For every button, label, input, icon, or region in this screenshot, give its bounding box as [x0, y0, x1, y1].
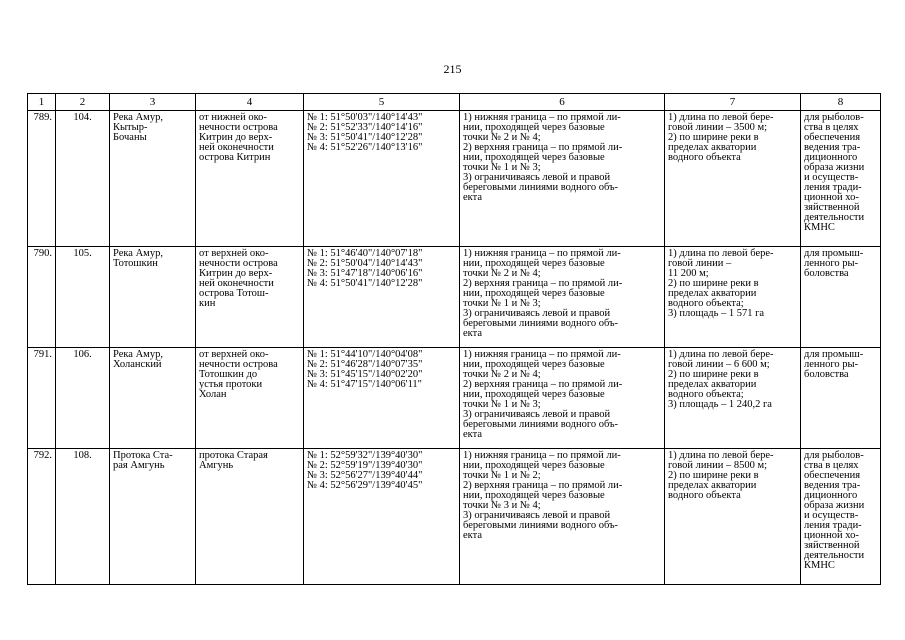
cell-text-line: устья протоки	[199, 379, 263, 390]
cell-text-line: от нижней око-	[199, 112, 267, 123]
coordinates-cell	[304, 111, 460, 247]
cell-text-line: № 4: 51°52'26"/140°13'16"	[307, 142, 423, 153]
cell-text-line: для рыболов-	[804, 112, 864, 123]
column-header: 6	[460, 94, 665, 111]
cell-text-line: екта	[463, 530, 483, 541]
cell-text-line: № 3: 51°45'15"/140°02'20"	[307, 369, 423, 380]
cell-text-line: 1) длина по левой бере-	[668, 112, 774, 123]
cell-text-line: ленного ры-	[804, 258, 859, 269]
cell-text-line: зяйственной	[804, 202, 860, 213]
cell-text-line: точки № 3 и № 4;	[463, 500, 541, 511]
site-boundary-description-cell	[196, 247, 304, 348]
cell-text-line: 11 200 м;	[668, 268, 709, 279]
cell-text-line: пределах акватории	[668, 288, 757, 299]
table-row	[28, 348, 881, 449]
cell-text-line: ства в целях	[804, 460, 859, 471]
cell-text-line: точки № 2 и № 4;	[463, 132, 541, 143]
cell-text-line: Река Амур,	[113, 248, 163, 259]
cell-text-line: обеспечения	[804, 470, 861, 481]
purpose-cell	[801, 348, 881, 449]
cell-text-line: рая Амгунь	[113, 460, 165, 471]
column-header: 1	[28, 94, 56, 111]
cell-text-line: 2) по ширине реки в	[668, 278, 759, 289]
cell-text-line: Река Амур,	[113, 349, 163, 360]
cell-text-line: нии, проходящей через базовые	[463, 389, 605, 400]
cell-text-line: Китрин до верх-	[199, 268, 273, 279]
cell-text-line: Тотошкин	[113, 258, 158, 269]
cell-text-line: № 3: 52°56'27"/139°40'44"	[307, 470, 423, 481]
cell-text-line: екта	[463, 192, 483, 203]
cell-text-line: 2) по ширине реки в	[668, 132, 759, 143]
cell-text-line: ленного ры-	[804, 359, 859, 370]
cell-text-line: ведения тра-	[804, 480, 861, 491]
cell-text-line: Холан	[199, 389, 227, 400]
cell-text-line: № 3: 51°47'18"/140°06'16"	[307, 268, 423, 279]
page-number: 215	[443, 62, 462, 76]
cell-text-line: 2) верхняя граница – по прямой ли-	[463, 480, 623, 491]
cell-text-line: точки № 1 и № 3;	[463, 298, 541, 309]
cell-text-line: острова Тотош-	[199, 288, 269, 299]
boundary-rules-cell	[460, 111, 665, 247]
cell-text-line: 1) нижняя граница – по прямой ли-	[463, 349, 621, 360]
cell-text-line: екта	[463, 429, 483, 440]
cell-text-line: № 1: 51°44'10"/140°04'08"	[307, 349, 423, 360]
cell-text-line: нии, проходящей через базовые	[463, 152, 605, 163]
cell-text-line: 2) верхняя граница – по прямой ли-	[463, 278, 623, 289]
cell-text-line: обеспечения	[804, 132, 861, 143]
purpose-cell	[801, 111, 881, 247]
cell-text-line: образа жизни	[804, 162, 865, 173]
boundary-rules-cell	[460, 247, 665, 348]
site-number-cell: 105.	[56, 247, 110, 348]
cell-text-line: для промыш-	[804, 248, 864, 259]
cell-text-line: говой линии – 3500 м;	[668, 122, 768, 133]
cell-text-line: КМНС	[804, 560, 835, 571]
cell-text-line: береговыми линиями водного объ-	[463, 419, 619, 430]
cell-text-line: водного объекта	[668, 152, 741, 163]
cell-text-line: ней оконечности	[199, 278, 274, 289]
cell-text-line: ционной хо-	[804, 192, 859, 203]
cell-text-line: зяйственной	[804, 540, 860, 551]
cell-text-line: 3) ограничиваясь левой и правой	[463, 308, 611, 319]
cell-text-line: 3) площадь – 1 240,2 га	[668, 399, 772, 410]
purpose-cell	[801, 247, 881, 348]
column-header: 3	[110, 94, 196, 111]
cell-text-line: 3) ограничиваясь левой и правой	[463, 172, 611, 183]
cell-text-line: ведения тра-	[804, 142, 861, 153]
cell-text-line: точки № 1 и № 2;	[463, 470, 541, 481]
cell-text-line: точки № 2 и № 4;	[463, 369, 541, 380]
cell-text-line: протока Старая	[199, 450, 268, 461]
cell-text-line: и осуществ-	[804, 510, 859, 521]
cell-text-line: деятельности	[804, 550, 865, 561]
cell-text-line: КМНС	[804, 222, 835, 233]
cell-text-line: 1) нижняя граница – по прямой ли-	[463, 112, 621, 123]
cell-text-line: Река Амур,	[113, 112, 163, 123]
cell-text-line: водного объекта;	[668, 389, 744, 400]
cell-text-line: № 1: 51°50'03"/140°14'43"	[307, 112, 423, 123]
cell-text-line: ней оконечности	[199, 142, 274, 153]
table-row	[28, 111, 881, 247]
cell-text-line: точки № 1 и № 3;	[463, 162, 541, 173]
cell-text-line: пределах акватории	[668, 480, 757, 491]
site-number-cell: 104.	[56, 111, 110, 247]
cell-text-line: нечности острова	[199, 122, 278, 133]
cell-text-line: нии, проходящей через базовые	[463, 460, 605, 471]
cell-text-line: 3) площадь – 1 571 га	[668, 308, 765, 319]
site-boundary-description-cell	[196, 449, 304, 585]
cell-text-line: 1) нижняя граница – по прямой ли-	[463, 450, 621, 461]
cell-text-line: 3) ограничиваясь левой и правой	[463, 409, 611, 420]
row-index-cell: 789.	[28, 111, 56, 247]
water-body-cell	[110, 348, 196, 449]
cell-text-line: для промыш-	[804, 349, 864, 360]
cell-text-line: № 2: 51°52'33"/140°14'16"	[307, 122, 423, 133]
cell-text-line: от верхней око-	[199, 349, 269, 360]
table-row	[28, 449, 881, 585]
cell-text-line: Протока Ста-	[113, 450, 173, 461]
cell-text-line: от верхней око-	[199, 248, 269, 259]
cell-text-line: говой линии –	[668, 258, 732, 269]
cell-text-line: нии, проходящей через базовые	[463, 490, 605, 501]
dimensions-cell	[665, 111, 801, 247]
row-index-cell: 792.	[28, 449, 56, 585]
cell-text-line: ления тради-	[804, 520, 862, 531]
site-number-cell: 108.	[56, 449, 110, 585]
boundary-rules-cell	[460, 348, 665, 449]
water-body-cell	[110, 449, 196, 585]
cell-text-line: 2) верхняя граница – по прямой ли-	[463, 379, 623, 390]
cell-text-line: 1) длина по левой бере-	[668, 450, 774, 461]
cell-text-line: 1) длина по левой бере-	[668, 248, 774, 259]
cell-text-line: 2) верхняя граница – по прямой ли-	[463, 142, 623, 153]
cell-text-line: Амгунь	[199, 460, 234, 471]
table-row	[28, 247, 881, 348]
purpose-cell	[801, 449, 881, 585]
cell-text-line: Китрин до верх-	[199, 132, 273, 143]
cell-text-line: екта	[463, 328, 483, 339]
cell-text-line: водного объекта;	[668, 298, 744, 309]
cell-text-line: боловства	[804, 268, 849, 279]
site-number-cell: 106.	[56, 348, 110, 449]
cell-text-line: 1) нижняя граница – по прямой ли-	[463, 248, 621, 259]
cell-text-line: 2) по ширине реки в	[668, 470, 759, 481]
cell-text-line: Холанский	[113, 359, 162, 370]
cell-text-line: острова Китрин	[199, 152, 271, 163]
cell-text-line: и осуществ-	[804, 172, 859, 183]
cell-text-line: № 1: 52°59'32"/139°40'30"	[307, 450, 423, 461]
cell-text-line: нечности острова	[199, 258, 278, 269]
cell-text-line: точки № 1 и № 3;	[463, 399, 541, 410]
column-header: 4	[196, 94, 304, 111]
site-boundary-description-cell	[196, 348, 304, 449]
cell-text-line: нечности острова	[199, 359, 278, 370]
coordinates-cell	[304, 449, 460, 585]
cell-text-line: образа жизни	[804, 500, 865, 511]
cell-text-line: Тотошкин до	[199, 369, 258, 380]
column-header: 5	[304, 94, 460, 111]
cell-text-line: береговыми линиями водного объ-	[463, 318, 619, 329]
dimensions-cell	[665, 247, 801, 348]
cell-text-line: ционной хо-	[804, 530, 859, 541]
boundary-rules-cell	[460, 449, 665, 585]
column-header: 8	[801, 94, 881, 111]
cell-text-line: Кытыр-	[113, 122, 148, 133]
cell-text-line: № 2: 51°50'04"/140°14'43"	[307, 258, 423, 269]
cell-text-line: 2) по ширине реки в	[668, 369, 759, 380]
cell-text-line: № 2: 51°46'28"/140°07'35"	[307, 359, 423, 370]
cell-text-line: нии, проходящей через базовые	[463, 258, 605, 269]
site-boundary-description-cell	[196, 111, 304, 247]
row-index-cell: 791.	[28, 348, 56, 449]
cell-text-line: береговыми линиями водного объ-	[463, 182, 619, 193]
cell-text-line: кин	[199, 298, 216, 309]
column-header: 2	[56, 94, 110, 111]
cell-text-line: 3) ограничиваясь левой и правой	[463, 510, 611, 521]
column-number-row	[28, 94, 881, 111]
cell-text-line: № 1: 51°46'40"/140°07'18"	[307, 248, 423, 259]
cell-text-line: нии, проходящей через базовые	[463, 288, 605, 299]
cell-text-line: боловства	[804, 369, 849, 380]
dimensions-cell	[665, 449, 801, 585]
column-header: 7	[665, 94, 801, 111]
cell-text-line: деятельности	[804, 212, 865, 223]
cell-text-line: Бочаны	[113, 132, 147, 143]
cell-text-line: ства в целях	[804, 122, 859, 133]
water-body-cell	[110, 247, 196, 348]
cell-text-line: говой линии – 6 600 м;	[668, 359, 770, 370]
water-body-cell	[110, 111, 196, 247]
fishing-sites-table	[27, 93, 881, 585]
cell-text-line: № 2: 52°59'19"/139°40'30"	[307, 460, 423, 471]
cell-text-line: диционного	[804, 152, 858, 163]
cell-text-line: № 4: 51°47'15"/140°06'11"	[307, 379, 422, 390]
cell-text-line: № 4: 51°50'41"/140°12'28"	[307, 278, 423, 289]
row-index-cell: 790.	[28, 247, 56, 348]
cell-text-line: точки № 2 и № 4;	[463, 268, 541, 279]
cell-text-line: № 4: 52°56'29"/139°40'45"	[307, 480, 423, 491]
cell-text-line: береговыми линиями водного объ-	[463, 520, 619, 531]
cell-text-line: говой линии – 8500 м;	[668, 460, 768, 471]
coordinates-cell	[304, 348, 460, 449]
cell-text-line: диционного	[804, 490, 858, 501]
cell-text-line: пределах акватории	[668, 142, 757, 153]
cell-text-line: ления тради-	[804, 182, 862, 193]
dimensions-cell	[665, 348, 801, 449]
cell-text-line: № 3: 51°50'41"/140°12'28"	[307, 132, 423, 143]
cell-text-line: пределах акватории	[668, 379, 757, 390]
cell-text-line: нии, проходящей через базовые	[463, 122, 605, 133]
coordinates-cell	[304, 247, 460, 348]
cell-text-line: для рыболов-	[804, 450, 864, 461]
cell-text-line: водного объекта	[668, 490, 741, 501]
cell-text-line: нии, проходящей через базовые	[463, 359, 605, 370]
cell-text-line: 1) длина по левой бере-	[668, 349, 774, 360]
